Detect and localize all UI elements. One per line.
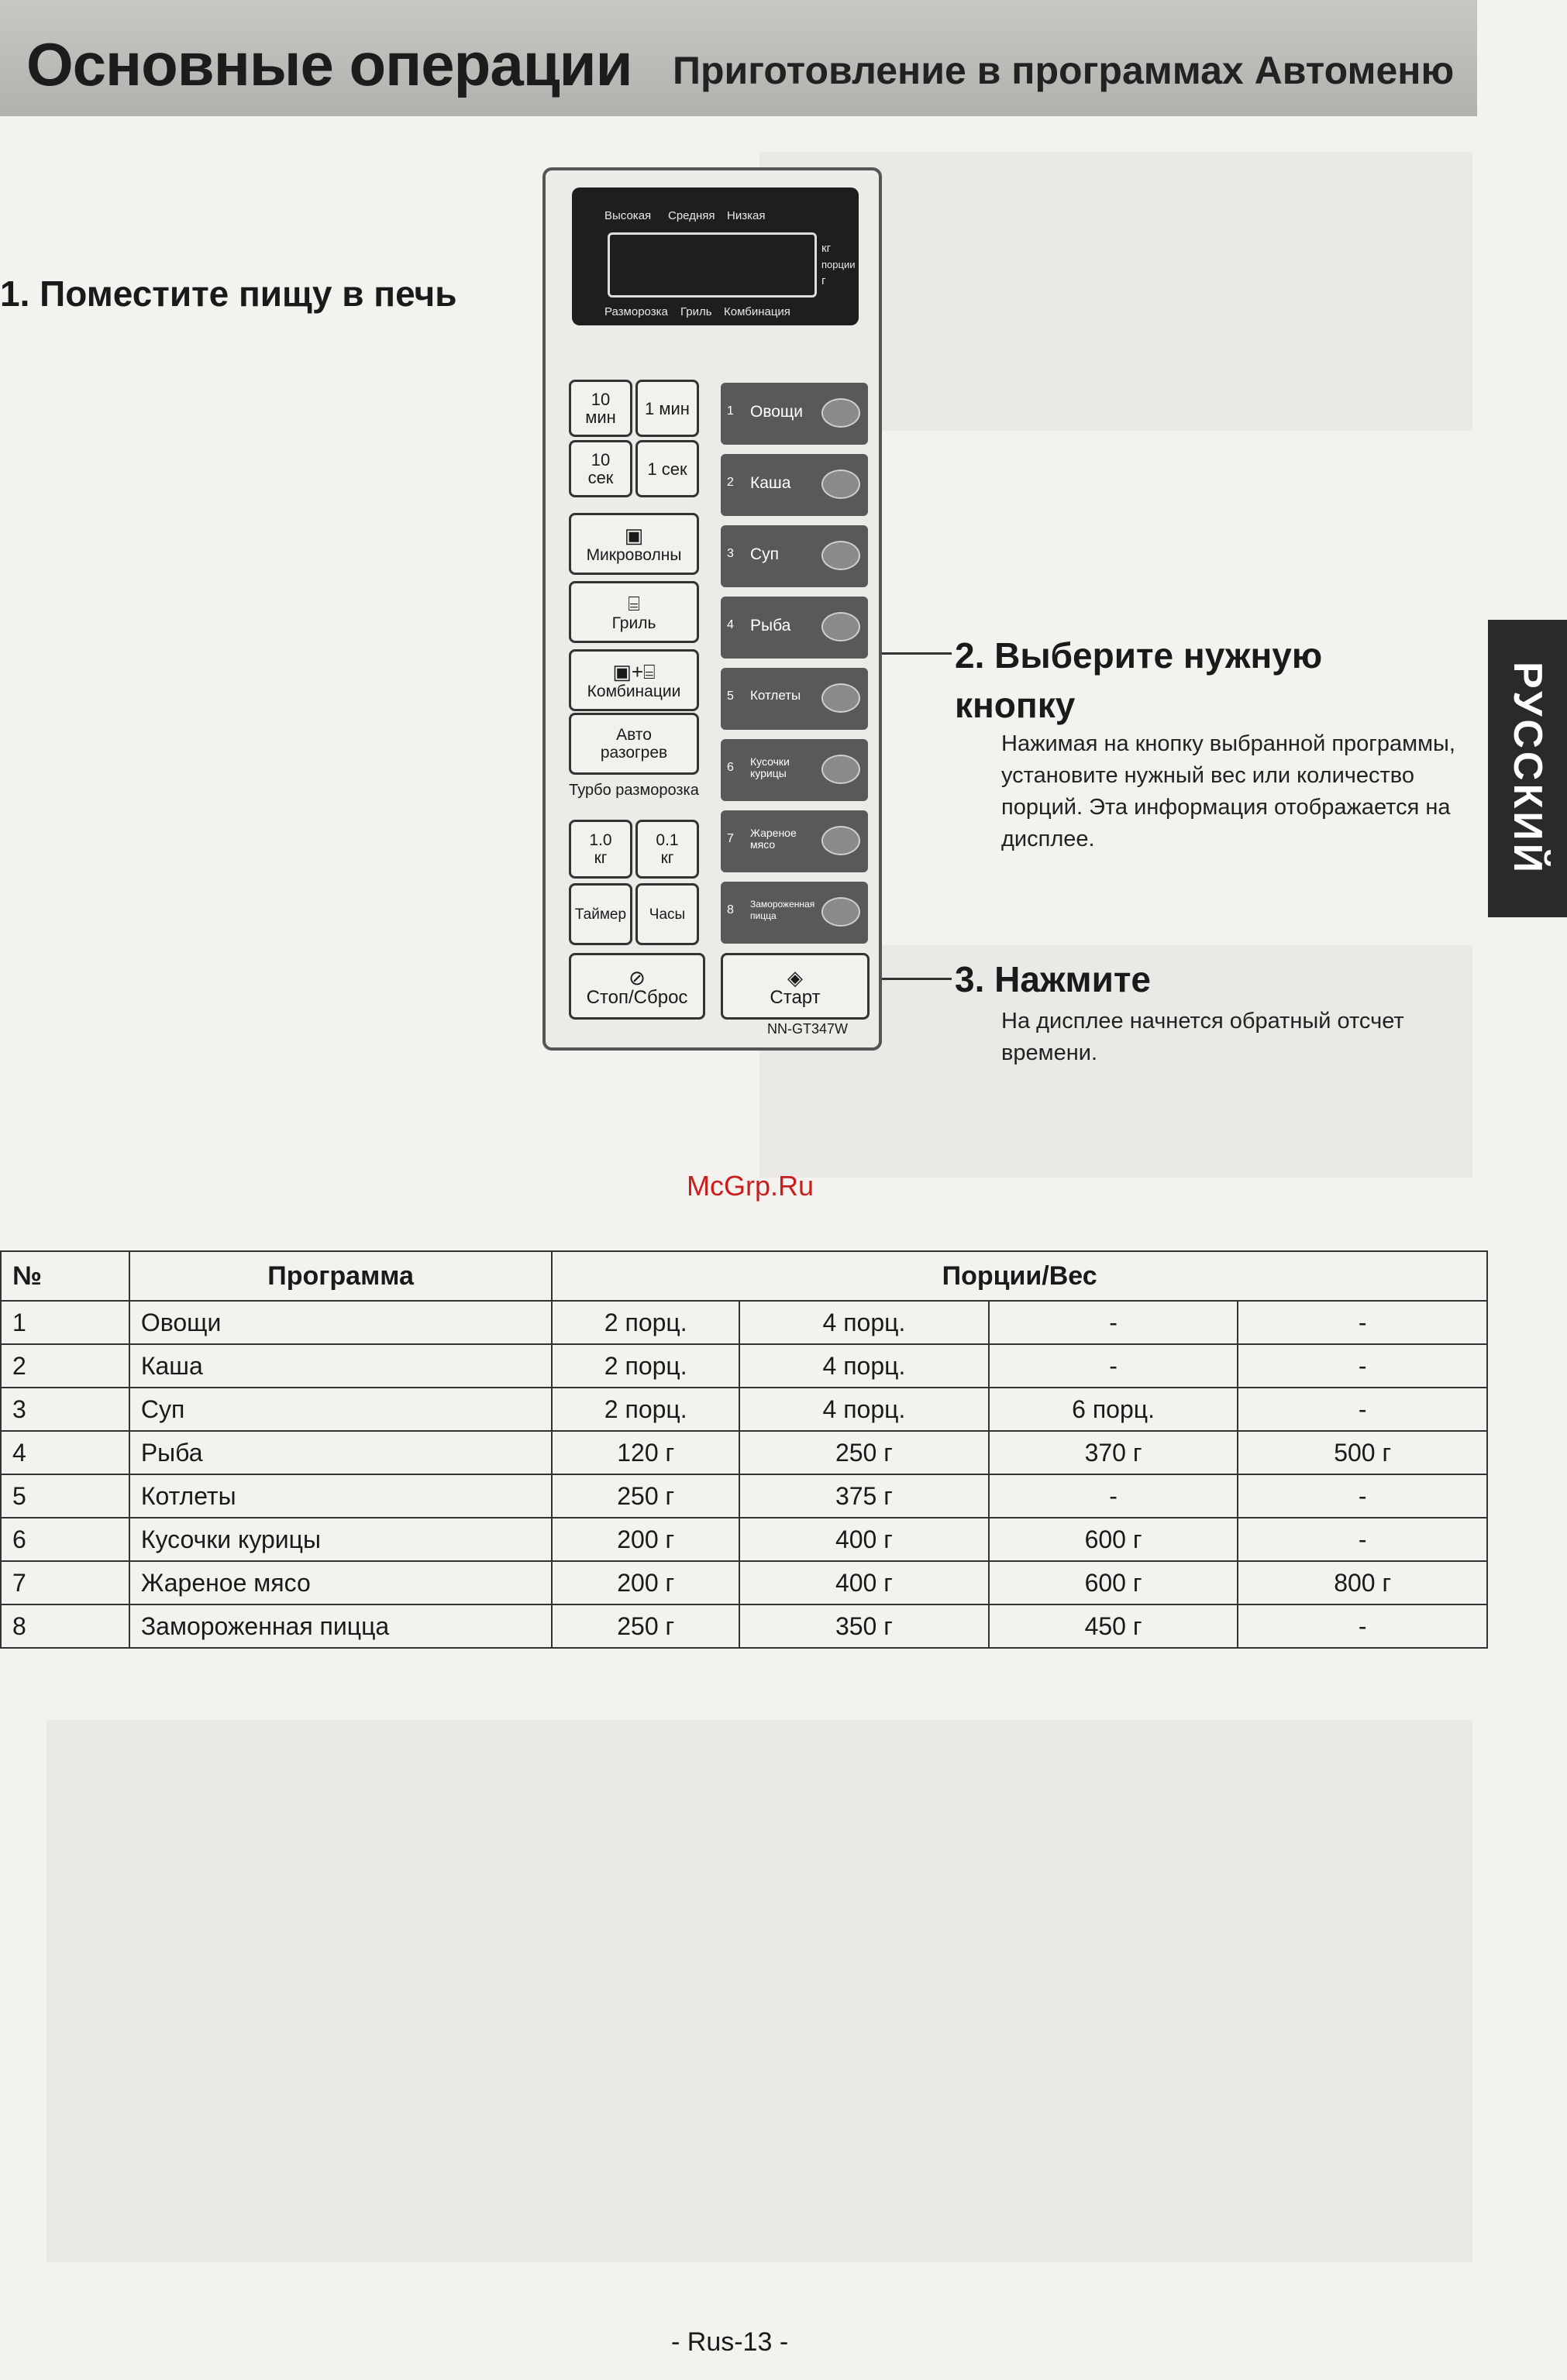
program-porridge-button[interactable]: 2 Каша xyxy=(721,454,868,516)
start-icon: ◈ xyxy=(787,965,803,989)
table-cell: 600 г xyxy=(989,1561,1238,1604)
table-cell: Суп xyxy=(129,1388,553,1431)
table-cell: 600 г xyxy=(989,1518,1238,1561)
table-cell: - xyxy=(1238,1344,1487,1388)
table-cell: 250 г xyxy=(552,1604,739,1648)
table-cell: 5 xyxy=(1,1474,129,1518)
table-cell: 2 порц. xyxy=(552,1301,739,1344)
table-cell: 250 г xyxy=(552,1474,739,1518)
table-cell: - xyxy=(989,1474,1238,1518)
panel-display xyxy=(572,187,859,325)
table-cell: - xyxy=(989,1344,1238,1388)
table-row xyxy=(1,1561,1487,1604)
program-vegetables-button[interactable]: 1 Овощи xyxy=(721,383,868,445)
one-second-button[interactable]: 1 сек xyxy=(635,440,699,497)
step2-title: 2. Выберите нужную кнопку xyxy=(955,635,1323,725)
table-cell: 3 xyxy=(1,1388,129,1431)
auto-reheat-button[interactable]: Авто разогрев xyxy=(569,713,699,775)
table-cell: 250 г xyxy=(739,1431,989,1474)
table-cell: 200 г xyxy=(552,1561,739,1604)
table-cell: 4 xyxy=(1,1431,129,1474)
table-cell: - xyxy=(1238,1604,1487,1648)
model-number: NN-GT347W xyxy=(767,1021,849,1037)
table-cell: 350 г xyxy=(739,1604,989,1648)
table-cell: Замороженная пицца xyxy=(129,1604,553,1648)
display-power-medium: Средняя xyxy=(668,209,715,222)
table-cell: Кусочки курицы xyxy=(129,1518,553,1561)
table-row xyxy=(1,1604,1487,1648)
table-cell: 450 г xyxy=(989,1604,1238,1648)
table-cell: - xyxy=(989,1301,1238,1344)
one-minute-button[interactable]: 1 мин xyxy=(635,380,699,437)
ten-seconds-button[interactable]: 10 сек xyxy=(569,440,632,497)
table-cell: 200 г xyxy=(552,1518,739,1561)
auto-menu-table xyxy=(0,1250,1488,1649)
display-power-low: Низкая xyxy=(727,209,766,222)
grill-icon: ⌸ xyxy=(628,591,640,615)
page-subtitle: Приготовление в программах Автоменю xyxy=(673,49,1455,92)
display-mode-defrost: Разморозка xyxy=(604,305,668,318)
clock-button[interactable]: Часы xyxy=(635,883,699,945)
control-panel xyxy=(542,167,882,1051)
language-tab xyxy=(1488,620,1567,917)
table-row xyxy=(1,1518,1487,1561)
table-cell: 4 порц. xyxy=(739,1301,989,1344)
table-cell: 4 порц. xyxy=(739,1388,989,1431)
step3-description: На дисплее начнется обратный отсчет времени. xyxy=(1001,1009,1404,1065)
table-cell: 1 xyxy=(1,1301,129,1344)
table-cell: - xyxy=(1238,1474,1487,1518)
page-number: - Rus-13 - xyxy=(671,2327,789,2357)
table-cell: Котлеты xyxy=(129,1474,553,1518)
page-title: Основные операции xyxy=(26,30,632,98)
language-tab-label: РУССКИЙ xyxy=(1505,662,1550,875)
watermark: McGrp.Ru xyxy=(687,1170,814,1202)
table-cell: - xyxy=(1238,1301,1487,1344)
program-cutlets-button[interactable]: 5 Котлеты xyxy=(721,668,868,730)
step3-title: 3. Нажмите xyxy=(955,959,1151,999)
bleed-through-lower xyxy=(46,1720,1472,2262)
display-unit-kg: кг xyxy=(821,242,832,255)
meat-icon xyxy=(821,826,860,855)
program-soup-button[interactable]: 3 Суп xyxy=(721,525,868,587)
stop-icon: ⊘ xyxy=(629,965,646,989)
program-fish-button[interactable]: 4 Рыба xyxy=(721,597,868,659)
table-cell: 800 г xyxy=(1238,1561,1487,1604)
table-row xyxy=(1,1301,1487,1344)
table-cell: Рыба xyxy=(129,1431,553,1474)
microwave-button[interactable]: ▣ Микроволны xyxy=(569,513,699,575)
table-cell: Каша xyxy=(129,1344,553,1388)
display-power-high: Высокая xyxy=(604,209,652,222)
table-cell: Жареное мясо xyxy=(129,1561,553,1604)
microwave-icon: ▣ xyxy=(624,523,644,547)
turbo-defrost-1kg-button[interactable]: 1.0 кг xyxy=(569,820,632,879)
display-mode-combination: Комбинация xyxy=(724,305,790,318)
vegetables-icon xyxy=(821,398,860,428)
program-roast-meat-button[interactable]: 7 Жареное мясо xyxy=(721,810,868,872)
display-unit-portions: порции xyxy=(821,259,856,270)
display-unit-g: г xyxy=(821,274,826,287)
display-screen xyxy=(608,232,817,298)
combination-icon: ▣+⌸ xyxy=(612,659,656,683)
table-cell: 7 xyxy=(1,1561,129,1604)
table-cell: - xyxy=(1238,1388,1487,1431)
table-row xyxy=(1,1344,1487,1388)
table-cell: 2 порц. xyxy=(552,1344,739,1388)
table-header-portions: Порции/Вес xyxy=(552,1251,1487,1301)
table-cell: 2 порц. xyxy=(552,1388,739,1431)
table-cell: 2 xyxy=(1,1344,129,1388)
table-cell: 375 г xyxy=(739,1474,989,1518)
turbo-defrost-label: Турбо разморозка xyxy=(569,782,699,799)
stop-reset-button[interactable]: ⊘ Стоп/Сброс xyxy=(569,953,705,1020)
display-mode-grill: Гриль xyxy=(680,305,712,318)
pizza-icon xyxy=(821,897,860,927)
table-cell: 6 xyxy=(1,1518,129,1561)
table-row xyxy=(1,1474,1487,1518)
combination-button[interactable]: ▣+⌸ Комбинации xyxy=(569,649,699,711)
cutlets-icon xyxy=(821,683,860,713)
table-header-program: Программа xyxy=(129,1251,553,1301)
program-frozen-pizza-button[interactable]: 8 Замороженная пицца xyxy=(721,882,868,944)
table-header-row xyxy=(1,1251,1487,1301)
table-cell: 500 г xyxy=(1238,1431,1487,1474)
table-cell: 400 г xyxy=(739,1561,989,1604)
table-cell: 400 г xyxy=(739,1518,989,1561)
table-header-number: № xyxy=(1,1251,129,1301)
chicken-icon xyxy=(821,755,860,784)
table-cell: - xyxy=(1238,1518,1487,1561)
timer-button[interactable]: Таймер xyxy=(569,883,632,945)
grill-button[interactable]: ⌸ Гриль xyxy=(569,581,699,643)
step2-description: Нажимая на кнопку выбранной программы, установите нужный вес или количество порций. Эта информация отображается на дисплее. xyxy=(1001,731,1455,851)
table-cell: 6 порц. xyxy=(989,1388,1238,1431)
table-row xyxy=(1,1431,1487,1474)
table-cell: 4 порц. xyxy=(739,1344,989,1388)
table-cell: 370 г xyxy=(989,1431,1238,1474)
table-row xyxy=(1,1388,1487,1431)
start-button[interactable]: ◈ Старт xyxy=(721,953,870,1020)
fish-icon xyxy=(821,612,860,641)
table-cell: Овощи xyxy=(129,1301,553,1344)
table-cell: 8 xyxy=(1,1604,129,1648)
program-chicken-pieces-button[interactable]: 6 Кусочки курицы xyxy=(721,739,868,801)
turbo-defrost-01kg-button[interactable]: 0.1 кг xyxy=(635,820,699,879)
porridge-icon xyxy=(821,469,860,499)
table-cell: 120 г xyxy=(552,1431,739,1474)
step1-title: 1. Поместите пищу в печь xyxy=(0,273,457,314)
soup-icon xyxy=(821,541,860,570)
ten-minutes-button[interactable]: 10 мин xyxy=(569,380,632,437)
